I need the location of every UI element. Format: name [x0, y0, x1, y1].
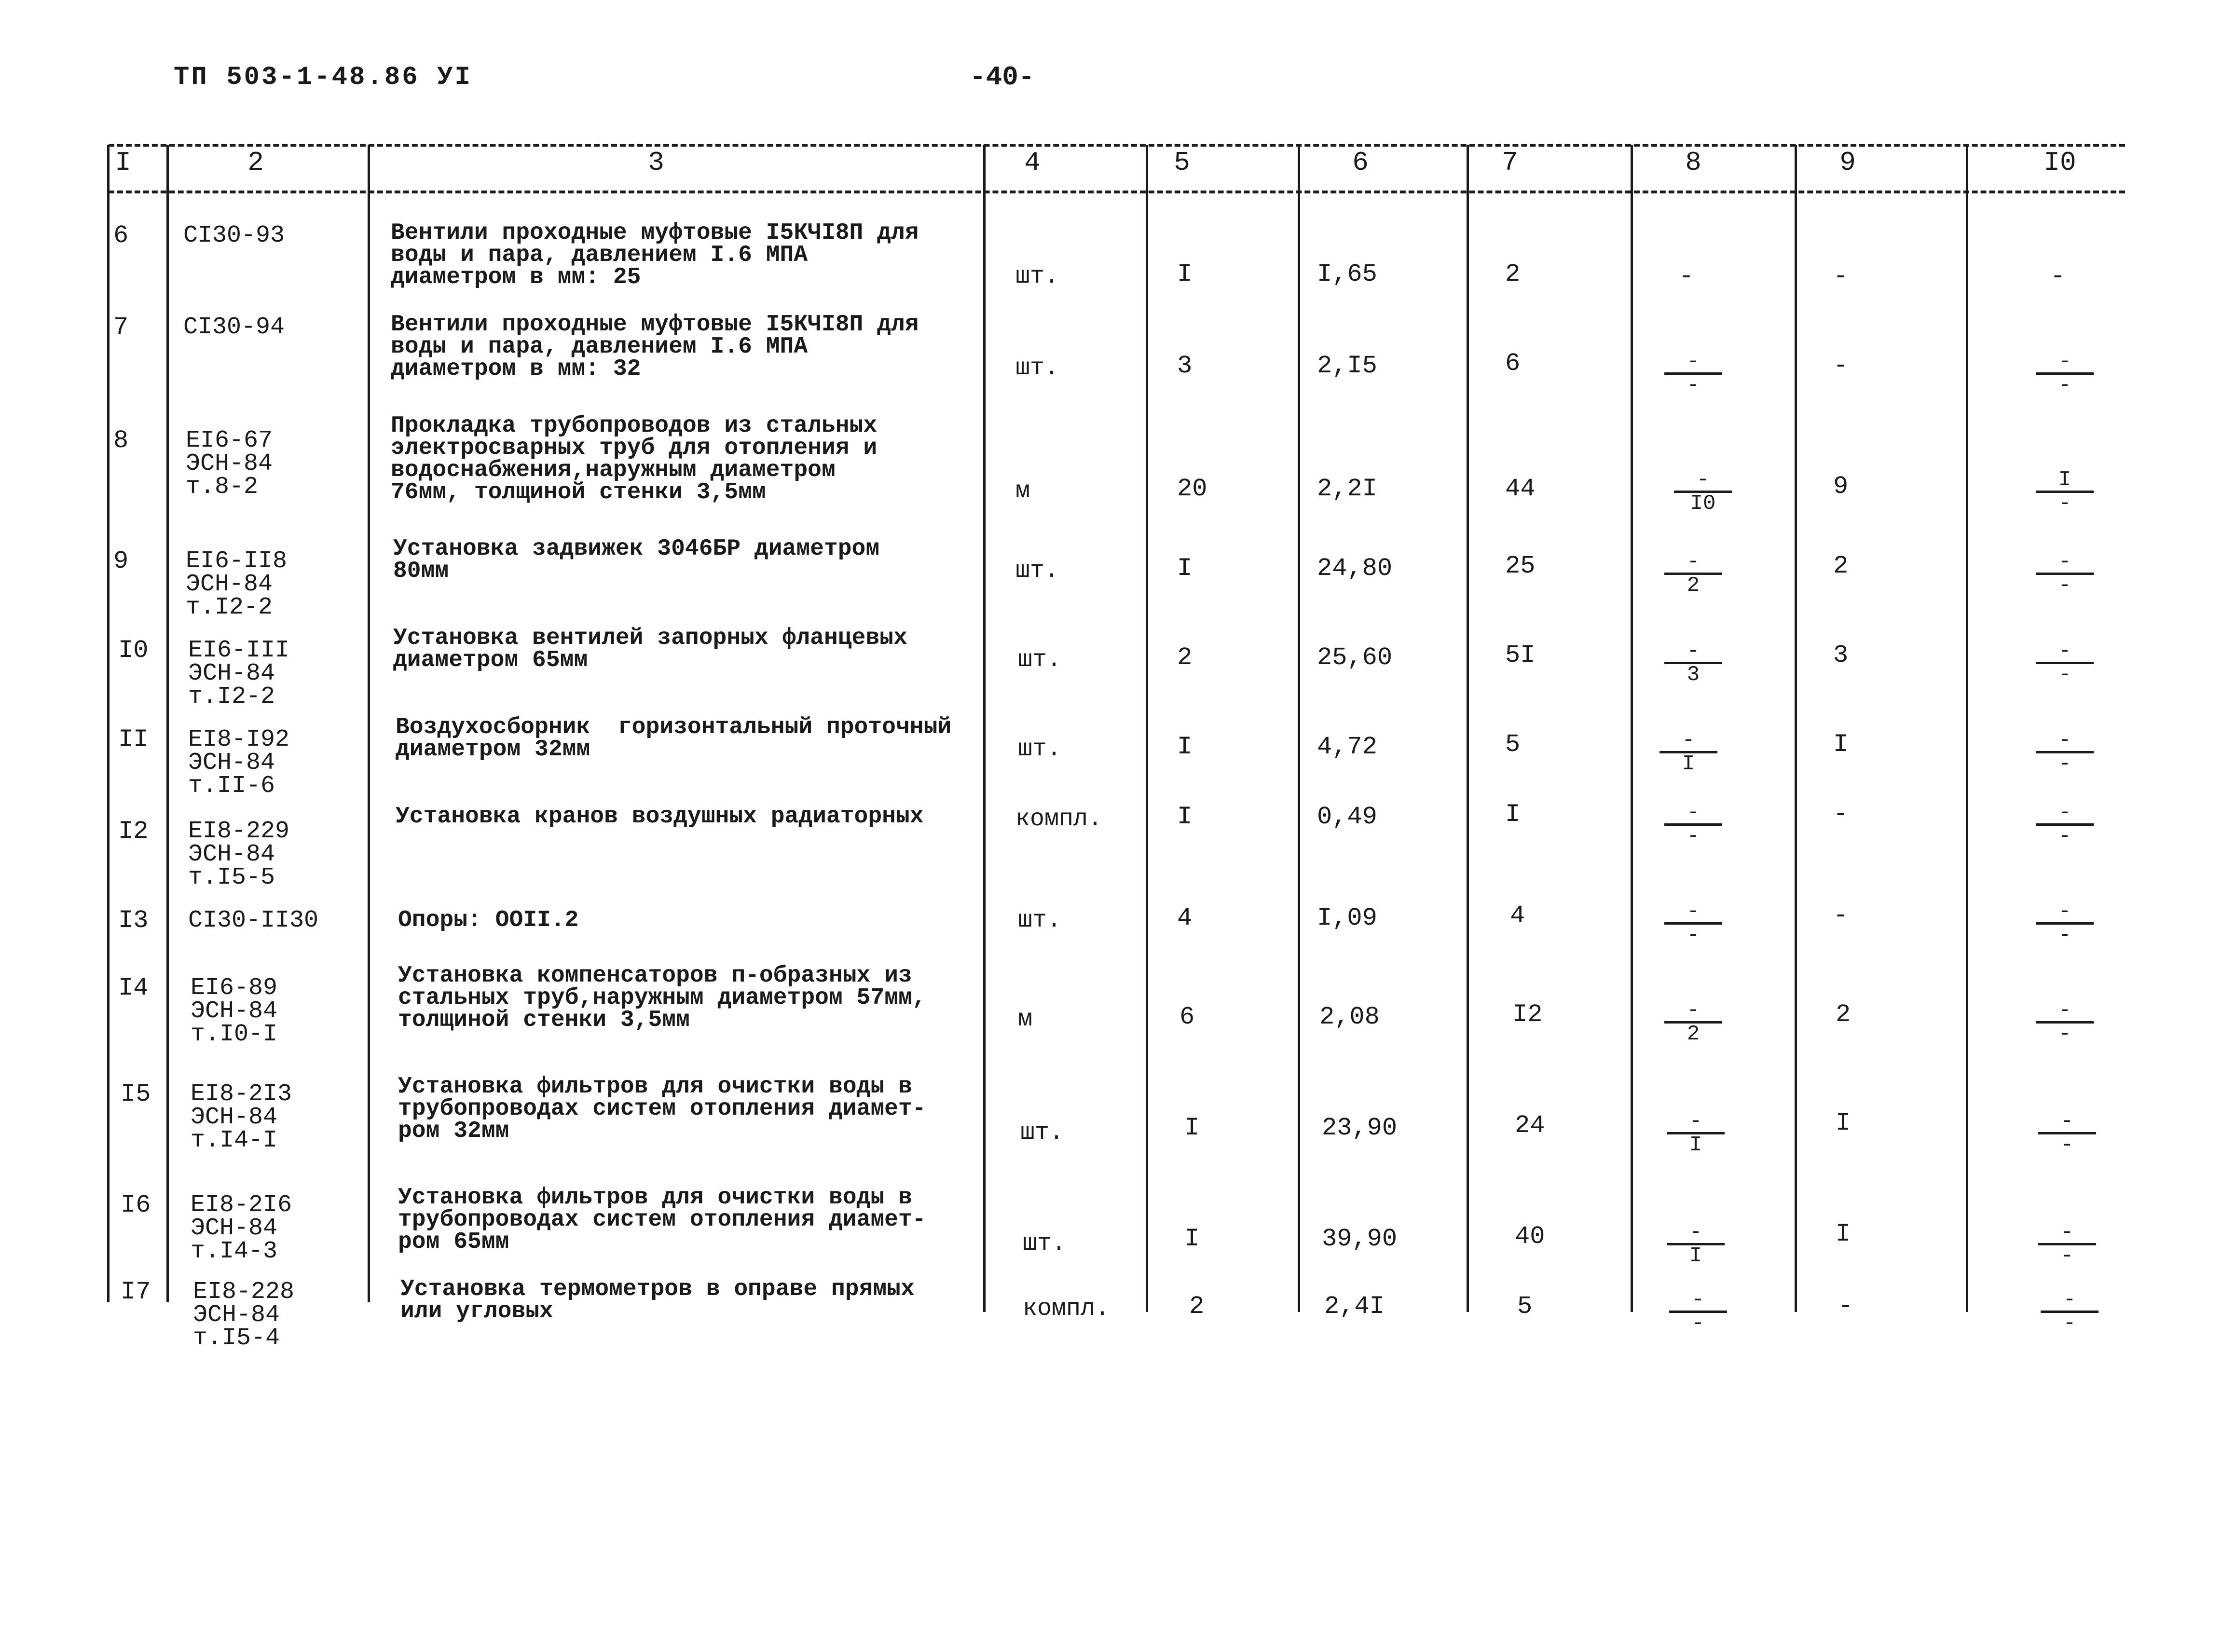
col10-value: -	[2050, 262, 2066, 291]
col8-fraction: - -	[1664, 352, 1722, 395]
work-description: Прокладка трубопроводов из стальных электросварных труб для отопления и водоснабжения,наружным диаметром 76мм, толщиной стенки 3,5мм	[391, 413, 878, 505]
work-description: Вентили проходные муфтовые I5КЧI8П для воды и пара, давлением I.6 МПА диаметром в мм: 25	[391, 220, 919, 290]
total: I2	[1512, 1000, 1543, 1029]
col10-fraction: - -	[2038, 1223, 2096, 1266]
norm-code: EI8-2I3 ЭСН-84 т.I4-I	[191, 1080, 292, 1154]
quantity: I	[1177, 733, 1193, 761]
quantity: 6	[1180, 1003, 1195, 1031]
unit-price: I,09	[1317, 904, 1377, 932]
unit: шт.	[1023, 1230, 1067, 1257]
col10-fraction: - -	[2041, 1290, 2099, 1333]
total: 6	[1505, 349, 1521, 378]
unit-price: 0,49	[1317, 803, 1377, 831]
quantity: 20	[1177, 475, 1207, 503]
row-number: 8	[113, 426, 129, 455]
unit-price: 25,60	[1317, 643, 1393, 672]
col8-fraction: - -	[1669, 1290, 1727, 1333]
col8-fraction: - 2	[1664, 1001, 1722, 1044]
unit: шт.	[1015, 557, 1059, 585]
unit-price: 2,4I	[1324, 1292, 1385, 1321]
work-description: Установка кранов воздушных радиаторных	[396, 804, 924, 830]
col-divider-9	[1795, 145, 1797, 1312]
col9-value: -	[1838, 1292, 1853, 1321]
work-description: Опоры: ООII.2	[398, 907, 579, 933]
col8-fraction: - 3	[1664, 642, 1722, 684]
col8-fraction: - I	[1667, 1223, 1725, 1266]
col8-fraction: - -	[1664, 803, 1722, 846]
norm-code: CI30-94	[183, 314, 285, 341]
row-number: I4	[118, 974, 149, 1002]
unit-price: 2,I5	[1317, 352, 1377, 380]
total: 5	[1517, 1292, 1533, 1321]
quantity: 3	[1177, 352, 1193, 380]
col9-value: 2	[1833, 552, 1849, 580]
column-header-4: 4	[1024, 147, 1041, 178]
work-description: Установка фильтров для очистки воды в трубопроводах систем отопления диамет- ром 65мм	[398, 1185, 926, 1255]
unit-price: 24,80	[1317, 554, 1393, 583]
work-description: Установка вентилей запорных фланцевых диаметром 65мм	[393, 625, 907, 673]
norm-code: EI6-67 ЭСН-84 т.8-2	[186, 427, 273, 501]
row-number: I7	[121, 1278, 151, 1306]
total: 4	[1510, 901, 1525, 930]
row-number: I3	[118, 906, 149, 935]
col10-fraction: - -	[2036, 902, 2094, 945]
col8-fraction: - I	[1660, 731, 1717, 774]
col9-value: 2	[1836, 1000, 1851, 1029]
col9-value: I	[1836, 1220, 1851, 1248]
col8-fraction: - I0	[1674, 470, 1732, 513]
col9-value: 3	[1833, 641, 1849, 669]
quantity: I	[1184, 1225, 1200, 1253]
total: 5	[1505, 730, 1521, 759]
unit-price: 39,90	[1322, 1225, 1398, 1253]
col9-value: -	[1833, 800, 1849, 829]
total: 25	[1505, 552, 1536, 580]
col8-value: -	[1679, 262, 1694, 291]
unit: шт.	[1018, 646, 1062, 674]
norm-code: EI8-2I6 ЭСН-84 т.I4-3	[191, 1191, 292, 1265]
row-number: 6	[113, 221, 129, 250]
col-divider-2	[166, 145, 169, 1302]
norm-code: EI8-I92 ЭСН-84 т.II-6	[188, 726, 290, 800]
col10-fraction: I -	[2036, 470, 2094, 513]
quantity: I	[1177, 554, 1193, 583]
total: 5I	[1505, 641, 1536, 669]
quantity: 2	[1177, 643, 1193, 672]
quantity: 4	[1177, 904, 1193, 932]
row-number: I6	[121, 1191, 151, 1219]
col-divider-1	[107, 145, 110, 1302]
total: I	[1505, 800, 1521, 829]
row-number: I0	[118, 636, 149, 665]
col9-value: I	[1833, 730, 1849, 759]
row-number: II	[118, 725, 149, 754]
norm-code: EI8-228 ЭСН-84 т.I5-4	[193, 1278, 295, 1352]
quantity: I	[1184, 1114, 1200, 1142]
unit: м	[1015, 478, 1030, 505]
col8-fraction: - I	[1667, 1112, 1725, 1155]
document-code: ТП 503-1-48.86 УI	[174, 63, 472, 92]
unit: шт.	[1018, 736, 1062, 763]
unit: шт.	[1015, 263, 1059, 290]
norm-code: EI6-III ЭСН-84 т.I2-2	[188, 637, 290, 710]
quantity: 2	[1189, 1292, 1205, 1321]
total: 40	[1515, 1222, 1545, 1251]
total: 2	[1505, 260, 1521, 288]
unit: компл.	[1023, 1295, 1110, 1323]
work-description: Установка термометров в оправе прямых или угловых	[400, 1276, 915, 1324]
total: 44	[1505, 475, 1536, 503]
col10-fraction: - -	[2036, 552, 2094, 595]
work-description: Установка компенсаторов п-образных из стальных труб,наружным диаметром 57мм, толщиной стенки 3,5мм	[398, 963, 926, 1033]
col-divider-7	[1467, 145, 1469, 1312]
unit: шт.	[1020, 1119, 1064, 1147]
row-number: 7	[113, 313, 129, 341]
col10-fraction: - -	[2036, 352, 2094, 395]
work-description: Установка фильтров для очистки воды в трубопроводах систем отопления диамет- ром 32мм	[398, 1074, 926, 1144]
unit: компл.	[1015, 806, 1103, 833]
row-number: I2	[118, 817, 149, 846]
col9-value: I	[1836, 1109, 1851, 1137]
col8-fraction: - 2	[1664, 552, 1722, 595]
col10-fraction: - -	[2036, 803, 2094, 846]
unit: м	[1018, 1006, 1033, 1033]
col10-fraction: - -	[2036, 731, 2094, 774]
work-description: Вентили проходные муфтовые I5КЧI8П для воды и пара, давлением I.6 МПА диаметром в мм: 32	[391, 312, 919, 382]
col9-value: -	[1833, 262, 1849, 291]
work-description: Установка задвижек 3046БР диаметром 80мм	[393, 536, 880, 584]
table-top-rule	[109, 144, 2125, 147]
column-header-9: 9	[1839, 147, 1856, 178]
column-header-8: 8	[1685, 147, 1701, 178]
quantity: I	[1177, 260, 1193, 288]
col-divider-6	[1298, 145, 1300, 1312]
unit: шт.	[1018, 907, 1062, 934]
unit-price: 23,90	[1322, 1114, 1398, 1142]
col-divider-4	[983, 145, 986, 1312]
unit-price: 2,08	[1319, 1003, 1380, 1031]
norm-code: CI30-93	[183, 222, 285, 249]
unit-price: I,65	[1317, 260, 1377, 288]
column-header-5: 5	[1174, 147, 1190, 178]
col9-value: -	[1833, 352, 1849, 380]
norm-code: EI6-89 ЭСН-84 т.I0-I	[191, 974, 278, 1048]
norm-code: EI6-II8 ЭСН-84 т.I2-2	[186, 547, 288, 621]
column-header-3: 3	[648, 147, 664, 178]
column-header-2: 2	[247, 147, 264, 178]
column-header-7: 7	[1502, 147, 1518, 178]
column-header-6: 6	[1352, 147, 1369, 178]
column-header-10: I0	[2044, 147, 2076, 178]
col10-fraction: - -	[2036, 642, 2094, 684]
col10-fraction: - -	[2038, 1112, 2096, 1155]
total: 24	[1515, 1111, 1545, 1140]
col8-fraction: - -	[1664, 902, 1722, 945]
unit-price: 2,2I	[1317, 475, 1377, 503]
unit-price: 4,72	[1317, 733, 1377, 761]
unit: шт.	[1015, 355, 1059, 382]
col-divider-3	[368, 145, 370, 1302]
col-divider-10	[1966, 145, 1968, 1312]
col9-value: 9	[1833, 472, 1849, 501]
col-divider-8	[1631, 145, 1633, 1312]
quantity: I	[1177, 803, 1193, 831]
table-header-rule	[109, 191, 2125, 193]
norm-code: EI8-229 ЭСН-84 т.I5-5	[188, 818, 290, 891]
row-number: I5	[121, 1080, 151, 1108]
column-header-1: I	[115, 147, 131, 178]
work-description: Воздухосборник горизонтальный проточный диаметром 32мм	[396, 714, 952, 763]
col9-value: -	[1833, 901, 1849, 930]
col10-fraction: - -	[2036, 1001, 2094, 1044]
col-divider-5	[1146, 145, 1148, 1312]
norm-code: CI30-II30	[188, 907, 319, 934]
page-number: -40-	[970, 62, 1035, 93]
row-number: 9	[113, 547, 129, 575]
